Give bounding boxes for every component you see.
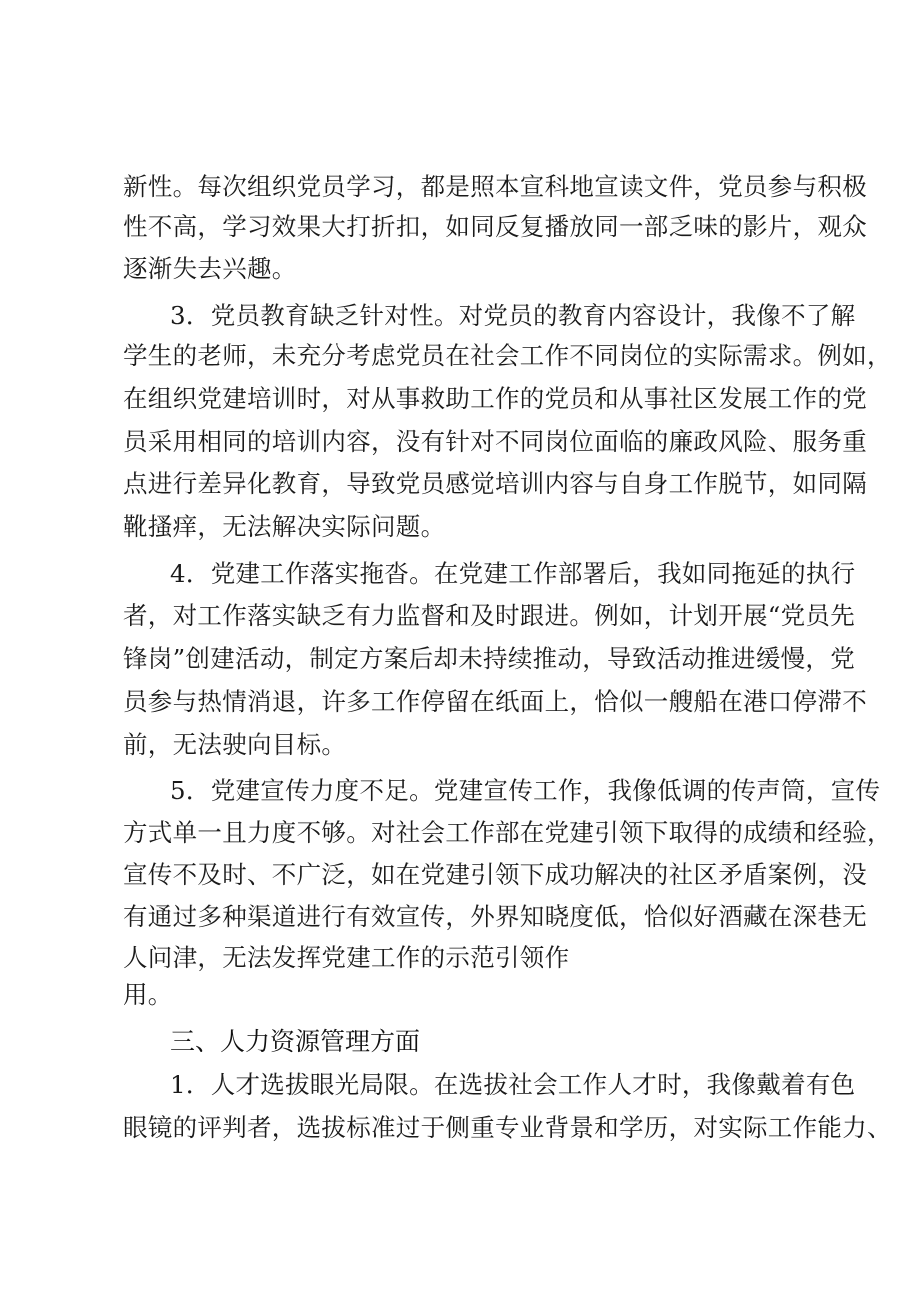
paragraph-line: 1．人才选拔眼光局限。在选拔社会工作人才时，我像戴着有色 — [170, 1070, 856, 1099]
paragraph-line: 宣传不及时、不广泛，如在党建引领下成功解决的社区矛盾案例，没 — [123, 860, 867, 889]
paragraph-line: 新性。每次组织党员学习，都是照本宣科地宣读文件，党员参与积极 — [123, 172, 867, 201]
paragraph-line: 学生的老师，未充分考虑党员在社会工作不同岗位的实际需求。例如， — [123, 341, 892, 370]
paragraph-line: 4．党建工作落实拖沓。在党建工作部署后，我如同拖延的执行 — [170, 559, 856, 588]
paragraph-line: 锋岗”创建活动，制定方案后却未持续推动，导致活动推进缓慢，党 — [123, 644, 856, 673]
paragraph-line: 员参与热情消退，许多工作停留在纸面上，恰似一艘船在港口停滞不 — [123, 687, 867, 716]
paragraph-line: 方式单一且力度不够。对社会工作部在党建引领下取得的成绩和经验， — [123, 818, 892, 847]
paragraph-line: 逐渐失去兴趣。 — [123, 254, 297, 283]
paragraph-line: 有通过多种渠道进行有效宣传，外界知晓度低，恰似好酒藏在深巷无 — [123, 902, 867, 931]
paragraph-line: 3．党员教育缺乏针对性。对党员的教育内容设计，我像不了解 — [170, 301, 856, 330]
paragraph-line: 点进行差异化教育，导致党员感觉培训内容与自身工作脱节，如同隔 — [123, 469, 867, 498]
paragraph-line: 人问津，无法发挥党建工作的示范引领作 — [123, 943, 570, 972]
paragraph-line: 眼镜的评判者，选拔标准过于侧重专业背景和学历，对实际工作能力、 — [123, 1113, 892, 1142]
paragraph-line: 性不高，学习效果大打折扣，如同反复播放同一部乏味的影片，观众 — [123, 212, 867, 241]
paragraph-line: 5．党建宣传力度不足。党建宣传工作，我像低调的传声筒，宣传 — [170, 776, 881, 805]
section-heading: 三、人力资源管理方面 — [170, 1027, 421, 1056]
paragraph-line: 员采用相同的培训内容，没有针对不同岗位面临的廉政风险、服务重 — [123, 427, 867, 456]
paragraph-line: 用。 — [123, 980, 173, 1009]
paragraph-line: 者，对工作落实缺乏有力监督和及时跟进。例如，计划开展“党员先 — [123, 601, 856, 630]
paragraph-line: 在组织党建培训时，对从事救助工作的党员和从事社区发展工作的党 — [123, 384, 867, 413]
paragraph-line: 靴搔痒，无法解决实际问题。 — [123, 512, 446, 541]
paragraph-line: 前，无法驶向目标。 — [123, 730, 347, 759]
